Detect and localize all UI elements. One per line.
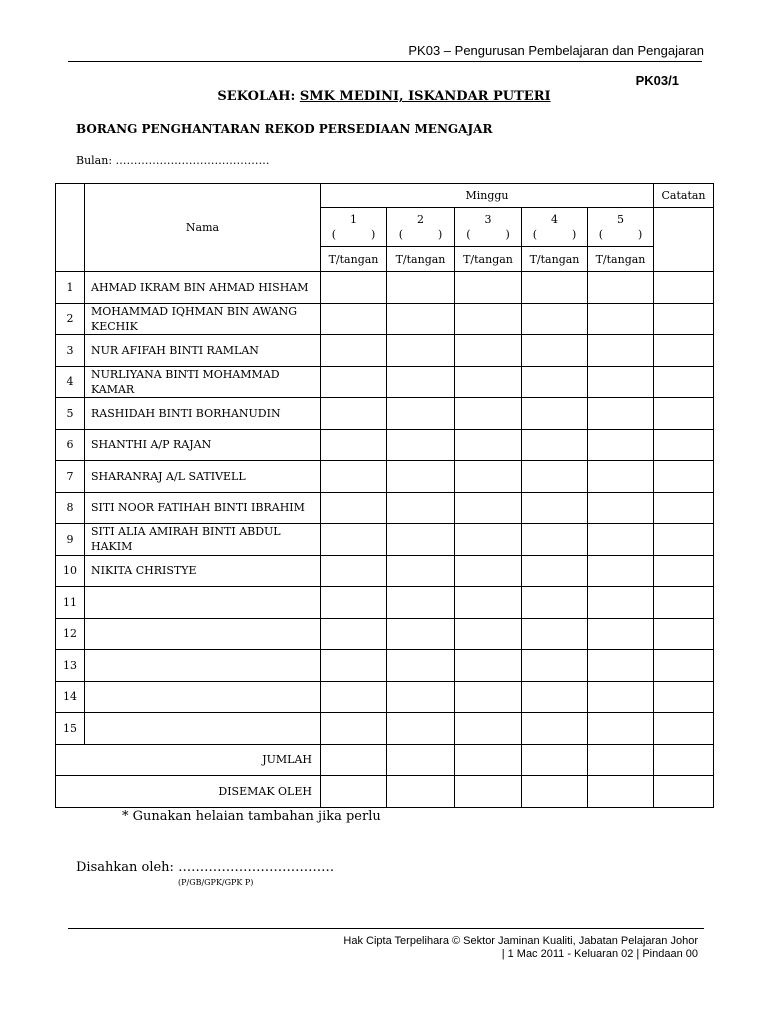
student-name [85,713,321,745]
record-cell [588,713,654,745]
row-number: 2 [56,303,85,335]
student-name [85,618,321,650]
record-cell [387,587,455,619]
table-row [56,713,714,745]
record-cell [387,618,455,650]
record-cell [588,555,654,587]
table-row [56,429,714,461]
form-title: BORANG PENGHANTARAN REKOD PERSEDIAAN MENGAJAR [76,122,493,136]
week-cell [387,208,455,247]
week-cell [588,208,654,247]
header-week: Minggu [321,184,654,208]
student-name: RASHIDAH BINTI BORHANUDIN [85,398,321,430]
record-cell [387,713,455,745]
checked-cell [654,775,714,807]
record-cell [387,272,455,304]
record-cell [321,650,387,682]
record-cell [321,272,387,304]
total-label: JUMLAH [56,744,321,775]
total-cell [387,744,455,775]
week-date-field: ( ) [398,228,443,241]
copyright-text: Hak Cipta Terpelihara © Sektor Jaminan Kualiti, Jabatan Pelajaran Johor [343,935,698,947]
record-cell [455,429,522,461]
student-name: MOHAMMAD IQHMAN BIN AWANG KECHIK [85,303,321,335]
record-cell [522,681,588,713]
row-number: 1 [56,272,85,304]
signature-label: T/tangan [522,247,588,272]
form-code: PK03/1 [635,73,679,88]
additional-sheet-note: * Gunakan helaian tambahan jika perlu [122,809,381,824]
table-row [56,587,714,619]
record-cell [455,461,522,493]
week-number: 2 [417,213,424,226]
total-cell [588,744,654,775]
footer-rule [68,928,704,929]
week-cell [455,208,522,247]
student-name: SITI ALIA AMIRAH BINTI ABDUL HAKIM [85,524,321,556]
signature-label: T/tangan [321,247,387,272]
record-cell [522,303,588,335]
record-cell [522,618,588,650]
row-number: 15 [56,713,85,745]
record-cell [588,429,654,461]
record-cell [321,618,387,650]
record-cell [588,681,654,713]
record-cell [455,587,522,619]
record-cell [387,461,455,493]
table-row [56,335,714,367]
week-number: 1 [350,213,357,226]
row-number: 3 [56,335,85,367]
record-cell [321,303,387,335]
record-cell [387,429,455,461]
notes-header-blank [654,208,714,272]
row-number: 13 [56,650,85,682]
record-cell [588,461,654,493]
signature-label: T/tangan [588,247,654,272]
table-row [56,272,714,304]
record-cell [588,524,654,556]
record-cell [654,366,714,398]
confirmed-roles: (P/GB/GPK/GPK P) [178,878,254,887]
table-row [56,366,714,398]
record-cell [654,713,714,745]
record-cell [654,335,714,367]
record-cell [455,492,522,524]
checked-by-label: DISEMAK OLEH [56,775,321,807]
record-cell [455,713,522,745]
week-number: 4 [551,213,558,226]
header-no-cell [56,184,85,272]
record-cell [455,524,522,556]
week-date-field: ( ) [598,228,643,241]
row-number: 10 [56,555,85,587]
record-cell [321,366,387,398]
record-cell [455,681,522,713]
table-row [56,618,714,650]
student-name: SHANTHI A/P RAJAN [85,429,321,461]
record-cell [654,681,714,713]
record-cell [588,492,654,524]
record-cell [455,398,522,430]
record-cell [588,303,654,335]
record-cell [654,618,714,650]
signature-label: T/tangan [387,247,455,272]
checked-cell [522,775,588,807]
row-number: 8 [56,492,85,524]
table-row [56,303,714,335]
record-cell [588,587,654,619]
record-cell [321,398,387,430]
week-number: 5 [617,213,624,226]
record-cell [522,587,588,619]
record-cell [654,429,714,461]
record-cell [455,272,522,304]
record-cell [387,335,455,367]
record-cell [654,650,714,682]
record-cell [455,618,522,650]
record-cell [654,492,714,524]
checked-cell [588,775,654,807]
row-number: 7 [56,461,85,493]
record-cell [321,492,387,524]
record-cell [522,335,588,367]
week-date-field: ( ) [466,228,510,241]
record-cell [321,429,387,461]
record-cell [522,713,588,745]
record-cell [387,681,455,713]
week-date-field: ( ) [532,228,577,241]
total-cell [321,744,387,775]
total-cell [654,744,714,775]
record-cell [387,492,455,524]
table-row [56,524,714,556]
record-cell [522,429,588,461]
record-cell [387,555,455,587]
table-row [56,398,714,430]
total-cell [455,744,522,775]
confirmed-by: Disahkan oleh: ……………………………… [76,860,335,875]
record-cell [321,555,387,587]
checked-cell [455,775,522,807]
row-number: 12 [56,618,85,650]
school-line [0,89,768,104]
school-name: SMK MEDINI, ISKANDAR PUTERI [299,89,551,104]
row-number: 14 [56,681,85,713]
student-name: NURLIYANA BINTI MOHAMMAD KAMAR [85,366,321,398]
table-row [56,461,714,493]
record-cell [455,335,522,367]
student-name [85,587,321,619]
header-name: Nama [85,184,321,272]
record-cell [522,555,588,587]
table-row [56,555,714,587]
week-number: 3 [484,213,492,226]
student-name [85,650,321,682]
submission-table [55,183,714,808]
record-cell [588,335,654,367]
record-cell [321,713,387,745]
row-number: 11 [56,587,85,619]
header-notes: Catatan [654,184,714,208]
school-label: SEKOLAH: [217,89,296,104]
record-cell [588,618,654,650]
record-cell [321,681,387,713]
record-cell [387,366,455,398]
record-cell [654,303,714,335]
record-cell [588,272,654,304]
table-row [56,681,714,713]
record-cell [455,650,522,682]
record-cell [455,555,522,587]
record-cell [522,650,588,682]
table-row [56,650,714,682]
header-rule [68,61,702,62]
record-cell [387,524,455,556]
record-cell [387,303,455,335]
record-cell [654,587,714,619]
record-cell [321,524,387,556]
record-cell [455,303,522,335]
record-cell [588,398,654,430]
record-cell [522,461,588,493]
record-cell [387,398,455,430]
issue-text: | 1 Mac 2011 - Keluaran 02 | Pindaan 00 [501,948,698,960]
student-name [85,681,321,713]
record-cell [654,524,714,556]
month-field: Bulan: …………………………………… [76,154,270,167]
record-cell [522,524,588,556]
record-cell [522,272,588,304]
record-cell [321,461,387,493]
record-cell [455,366,522,398]
student-name: NUR AFIFAH BINTI RAMLAN [85,335,321,367]
record-cell [321,587,387,619]
record-cell [321,335,387,367]
record-cell [654,555,714,587]
week-cell [321,208,387,247]
record-cell [522,492,588,524]
student-name: NIKITA CHRISTYE [85,555,321,587]
record-cell [387,650,455,682]
row-number: 9 [56,524,85,556]
student-name: SITI NOOR FATIHAH BINTI IBRAHIM [85,492,321,524]
checked-cell [321,775,387,807]
row-number: 4 [56,366,85,398]
row-number: 5 [56,398,85,430]
student-name: SHARANRAJ A/L SATIVELL [85,461,321,493]
running-title: PK03 – Pengurusan Pembelajaran dan Pengajaran [408,43,704,58]
record-cell [522,366,588,398]
record-cell [588,650,654,682]
student-name: AHMAD IKRAM BIN AHMAD HISHAM [85,272,321,304]
record-cell [654,398,714,430]
week-cell [522,208,588,247]
total-cell [522,744,588,775]
week-date-field: ( ) [331,228,376,241]
record-cell [654,461,714,493]
record-cell [654,272,714,304]
row-number: 6 [56,429,85,461]
checked-cell [387,775,455,807]
signature-label: T/tangan [455,247,522,272]
record-cell [522,398,588,430]
table-row [56,492,714,524]
record-cell [588,366,654,398]
